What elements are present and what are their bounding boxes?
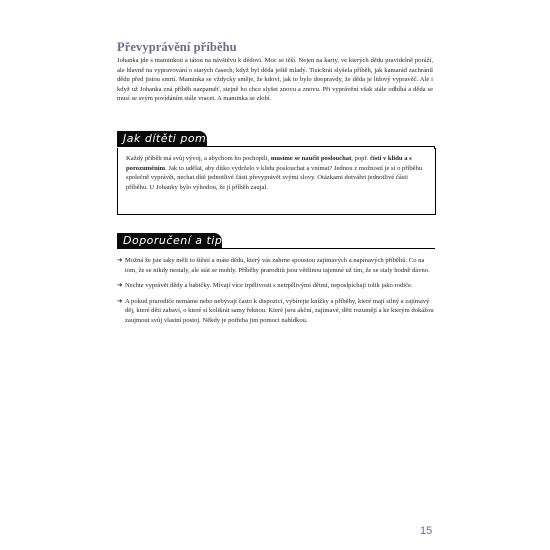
section-title: Převyprávění příběhu (117, 40, 237, 54)
intro-paragraph: Johanka jde s maminkou a tátou na návštěvu k dědovi. Moc se těší. Nejen na karty, ve kterých dědu pravidelně poráží, ale hlavně na vypravování o starých časech, když byl děda ještě mladý. Tisíckrát slyšela příběh, jak kamarád zachránil dědu před jistou smrtí. Maminka se vždycky směje, že kdoví, jak to bylo doopravdy, že děda je lidový vypravěč. Ale i když už Johanka zná příběh nazpaměť, stejně ho chce slyšet znovu a znovu. Při vyprávění však stále odbíhá a děda se musí se svým povídáním stále vracet. A maminka se zlobí. (117, 57, 433, 103)
arrow-right-icon: ➔ (117, 296, 123, 305)
tip-text: Nechte vyprávět dědy a babičky. Mívají více trpělivosti s netrpělivými dětmi, neposlpíchají tolik jako rodiče. (125, 282, 413, 290)
help-text-bold-2: čísti v klidu a s porozuměním (126, 155, 412, 172)
help-text-1: Každý příběh má svůj vývoj, a abychom ho pochopili, (126, 155, 271, 162)
page-number: 15 (420, 525, 433, 537)
help-header-label: Jak dítěti pomoci (123, 132, 224, 145)
tip-item (117, 281, 435, 291)
tip-text: Možná že jste taky měli to štěstí a máte dědu, který vás zahrne spoustou zajímavých a napínavých příběhů. Co na tom, že se nikdy nestaly, ale stát se mohly. Příběhy praroditů jsou většinou tajemné už tím, že se staly hodně dávno. (125, 257, 430, 274)
help-header-rule (205, 146, 435, 147)
help-text-2: , popř. (351, 155, 370, 162)
help-header (117, 131, 435, 147)
arrow-right-icon: ➔ (117, 256, 123, 264)
tips-list (117, 256, 435, 332)
tips-header-rule (220, 248, 435, 249)
help-text-bold-1: musíme se naučit poslouchat (270, 155, 352, 162)
tips-header-label: Doporučení a tipy (123, 234, 230, 247)
tips-header (117, 233, 435, 249)
tip-text: A pokud prarodiče nemáme nebo nebývají často k dispozici, vybírejte knížky a příběhy, které mají silný a zajímavý děj, které děti zabaví, o které si kolikrát samy řeknou. Které jsou akční, zajímavé, děti rozumějí a ke kterým dokážou zaujmout svůj vlastní postoj. Někdy je potřeba jim pomoci nabídkou. (125, 297, 434, 324)
help-text-3: . Jak to udělat, aby dítko vydrželo v klidu poslouchat a vnímat? Jednou z možností je si o příběhu společně vyprávět, nechat dítě jednotlivé části převyprávět svými slovy. Otázkami dotvářet jednotlivé části příběhu. U Johanky bylo výhodou, že jí příběh zaujal. (126, 164, 423, 191)
tip-item (117, 256, 435, 275)
help-box (117, 148, 436, 215)
tip-item (117, 297, 435, 326)
help-box-text (126, 154, 424, 192)
arrow-right-icon: ➔ (117, 281, 123, 290)
